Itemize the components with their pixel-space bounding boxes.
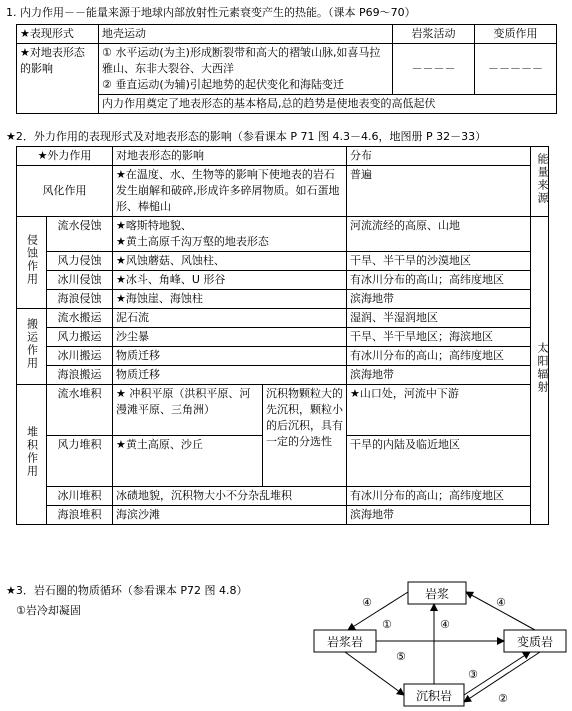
horizontal-movement: ① 水平运动(为主)形成断裂带和高大的褶皱山脉,如喜马拉雅山、东非大裂谷、大西洋 [102,46,381,75]
header-effect: 对地表形态的影响 [113,147,347,166]
arrow-magma-to-igneous [348,592,408,630]
transport-effect: 泥石流 [113,309,347,328]
arrow-label: ③ [468,668,478,681]
deposition-effect: ★ 冲积平原（洪积平原、河漫滩平原、三角洲） [113,385,263,436]
arrow-label: ① [382,618,392,631]
transport-name: 风力搬运 [47,328,113,347]
deposition-name: 海浪堆积 [47,506,113,525]
header-energy: 能量来源 [531,147,549,217]
erosion-name: 风力侵蚀 [47,252,113,271]
energy-solar: 太阳辐射 [531,217,549,525]
weathering-dist: 普遍 [347,166,531,217]
deposition-dist: 干旱的内陆及临近地区 [347,436,531,487]
row-label-landform: ★对地表形态的影响 [17,44,99,114]
node-igneous: 岩浆岩 [326,635,364,649]
header-external-force: ★外力作用 [17,147,113,166]
node-magma: 岩浆 [424,587,450,601]
erosion-name: 冰川侵蚀 [47,271,113,290]
erosion-dist: 有冰川分布的高山；高纬度地区 [347,271,531,290]
deposition-dist: 滨海地带 [347,506,531,525]
internal-force-table [16,24,557,114]
transport-name: 海浪搬运 [47,366,113,385]
section-2-heading: ★2．外力作用的表现形式及对地表形态的影响（参看课本 P 71 图 4.3－4.6，地图册 P 32－33） [6,130,487,143]
transport-name: 流水搬运 [47,309,113,328]
magma-dash: －－－－ [393,44,475,95]
section-1-heading: 1. 内力作用－－能量来源于地球内部放射性元素衰变产生的热能。（课本 P69～70） [6,6,416,19]
transport-dist: 有冰川分布的高山；高纬度地区 [347,347,531,366]
deposition-effect: ★黄土高原、沙丘 [113,436,263,487]
erosion-dist: 滨海地带 [347,290,531,309]
deposition-effect: 冰碛地貌，沉积物大小不分杂乱堆积 [113,487,347,506]
arrow-label: ④ [440,618,450,631]
deposition-name: 冰川堆积 [47,487,113,506]
header-form: ★表现形式 [17,25,99,44]
group-transport: 搬运作用 [17,309,47,385]
arrow-label: ④ [362,596,372,609]
arrow-label: ② [498,692,508,705]
group-deposition: 堆积作用 [17,385,47,525]
section-3-sub: ①岩冷却凝固 [16,604,81,617]
header-metamorph: 变质作用 [475,25,557,44]
transport-effect: 物质迁移 [113,366,347,385]
node-sedimentary: 沉积岩 [415,689,453,703]
sorting-note: 沉积物颗粒大的先沉积，颗粒小的后沉积，具有一定的分选性 [263,385,347,487]
section-3-heading: ★3．岩石圈的物质循环（参看课本 P72 图 4.8） [6,584,248,597]
external-force-table [16,146,549,525]
transport-dist: 滨海地带 [347,366,531,385]
arrow-label: ④ [496,596,506,609]
header-distribution: 分布 [347,147,531,166]
rock-cycle-diagram [300,578,572,710]
erosion-dist: 干旱、半干旱的沙漠地区 [347,252,531,271]
arrow-label: ⑤ [396,650,406,663]
vertical-movement: ② 垂直运动(为辅)引起地势的起伏变化和海陆变迁 [102,78,344,91]
erosion-effect: ★海蚀崖、海蚀柱 [113,290,347,309]
weathering-effect: ★在温度、水、生物等的影响下使地表的岩石发生崩解和破碎,形成许多碎屑物质。如石蛋地形、棒槌山 [113,166,347,217]
transport-effect: 沙尘暴 [113,328,347,347]
erosion-effect: ★喀斯特地貌、 ★黄土高原千沟万壑的地表形态 [113,217,347,252]
deposition-effect: 海滨沙滩 [113,506,347,525]
internal-summary: 内力作用奠定了地表形态的基本格局,总的趋势是使地表变的高低起伏 [99,95,557,114]
header-magma: 岩浆活动 [393,25,475,44]
transport-dist: 干旱、半干旱地区；海滨地区 [347,328,531,347]
transport-effect: 物质迁移 [113,347,347,366]
erosion-dist: 河流流经的高原、山地 [347,217,531,252]
deposition-name: 流水堆积 [47,385,113,436]
deposition-dist: ★山口处，河流中下游 [347,385,531,436]
metamorph-dash: －－－－－ [475,44,557,95]
transport-dist: 湿润、半湿润地区 [347,309,531,328]
header-crust: 地壳运动 [99,25,393,44]
group-erosion: 侵蚀作用 [17,217,47,309]
erosion-name: 海浪侵蚀 [47,290,113,309]
transport-name: 冰川搬运 [47,347,113,366]
node-metamorphic: 变质岩 [516,635,554,649]
weathering-name: 风化作用 [17,166,113,217]
erosion-effect: ★冰斗、角峰、U 形谷 [113,271,347,290]
deposition-name: 风力堆积 [47,436,113,487]
erosion-effect: ★风蚀蘑菇、风蚀柱、 [113,252,347,271]
erosion-name: 流水侵蚀 [47,217,113,252]
deposition-dist: 有冰川分布的高山；高纬度地区 [347,487,531,506]
